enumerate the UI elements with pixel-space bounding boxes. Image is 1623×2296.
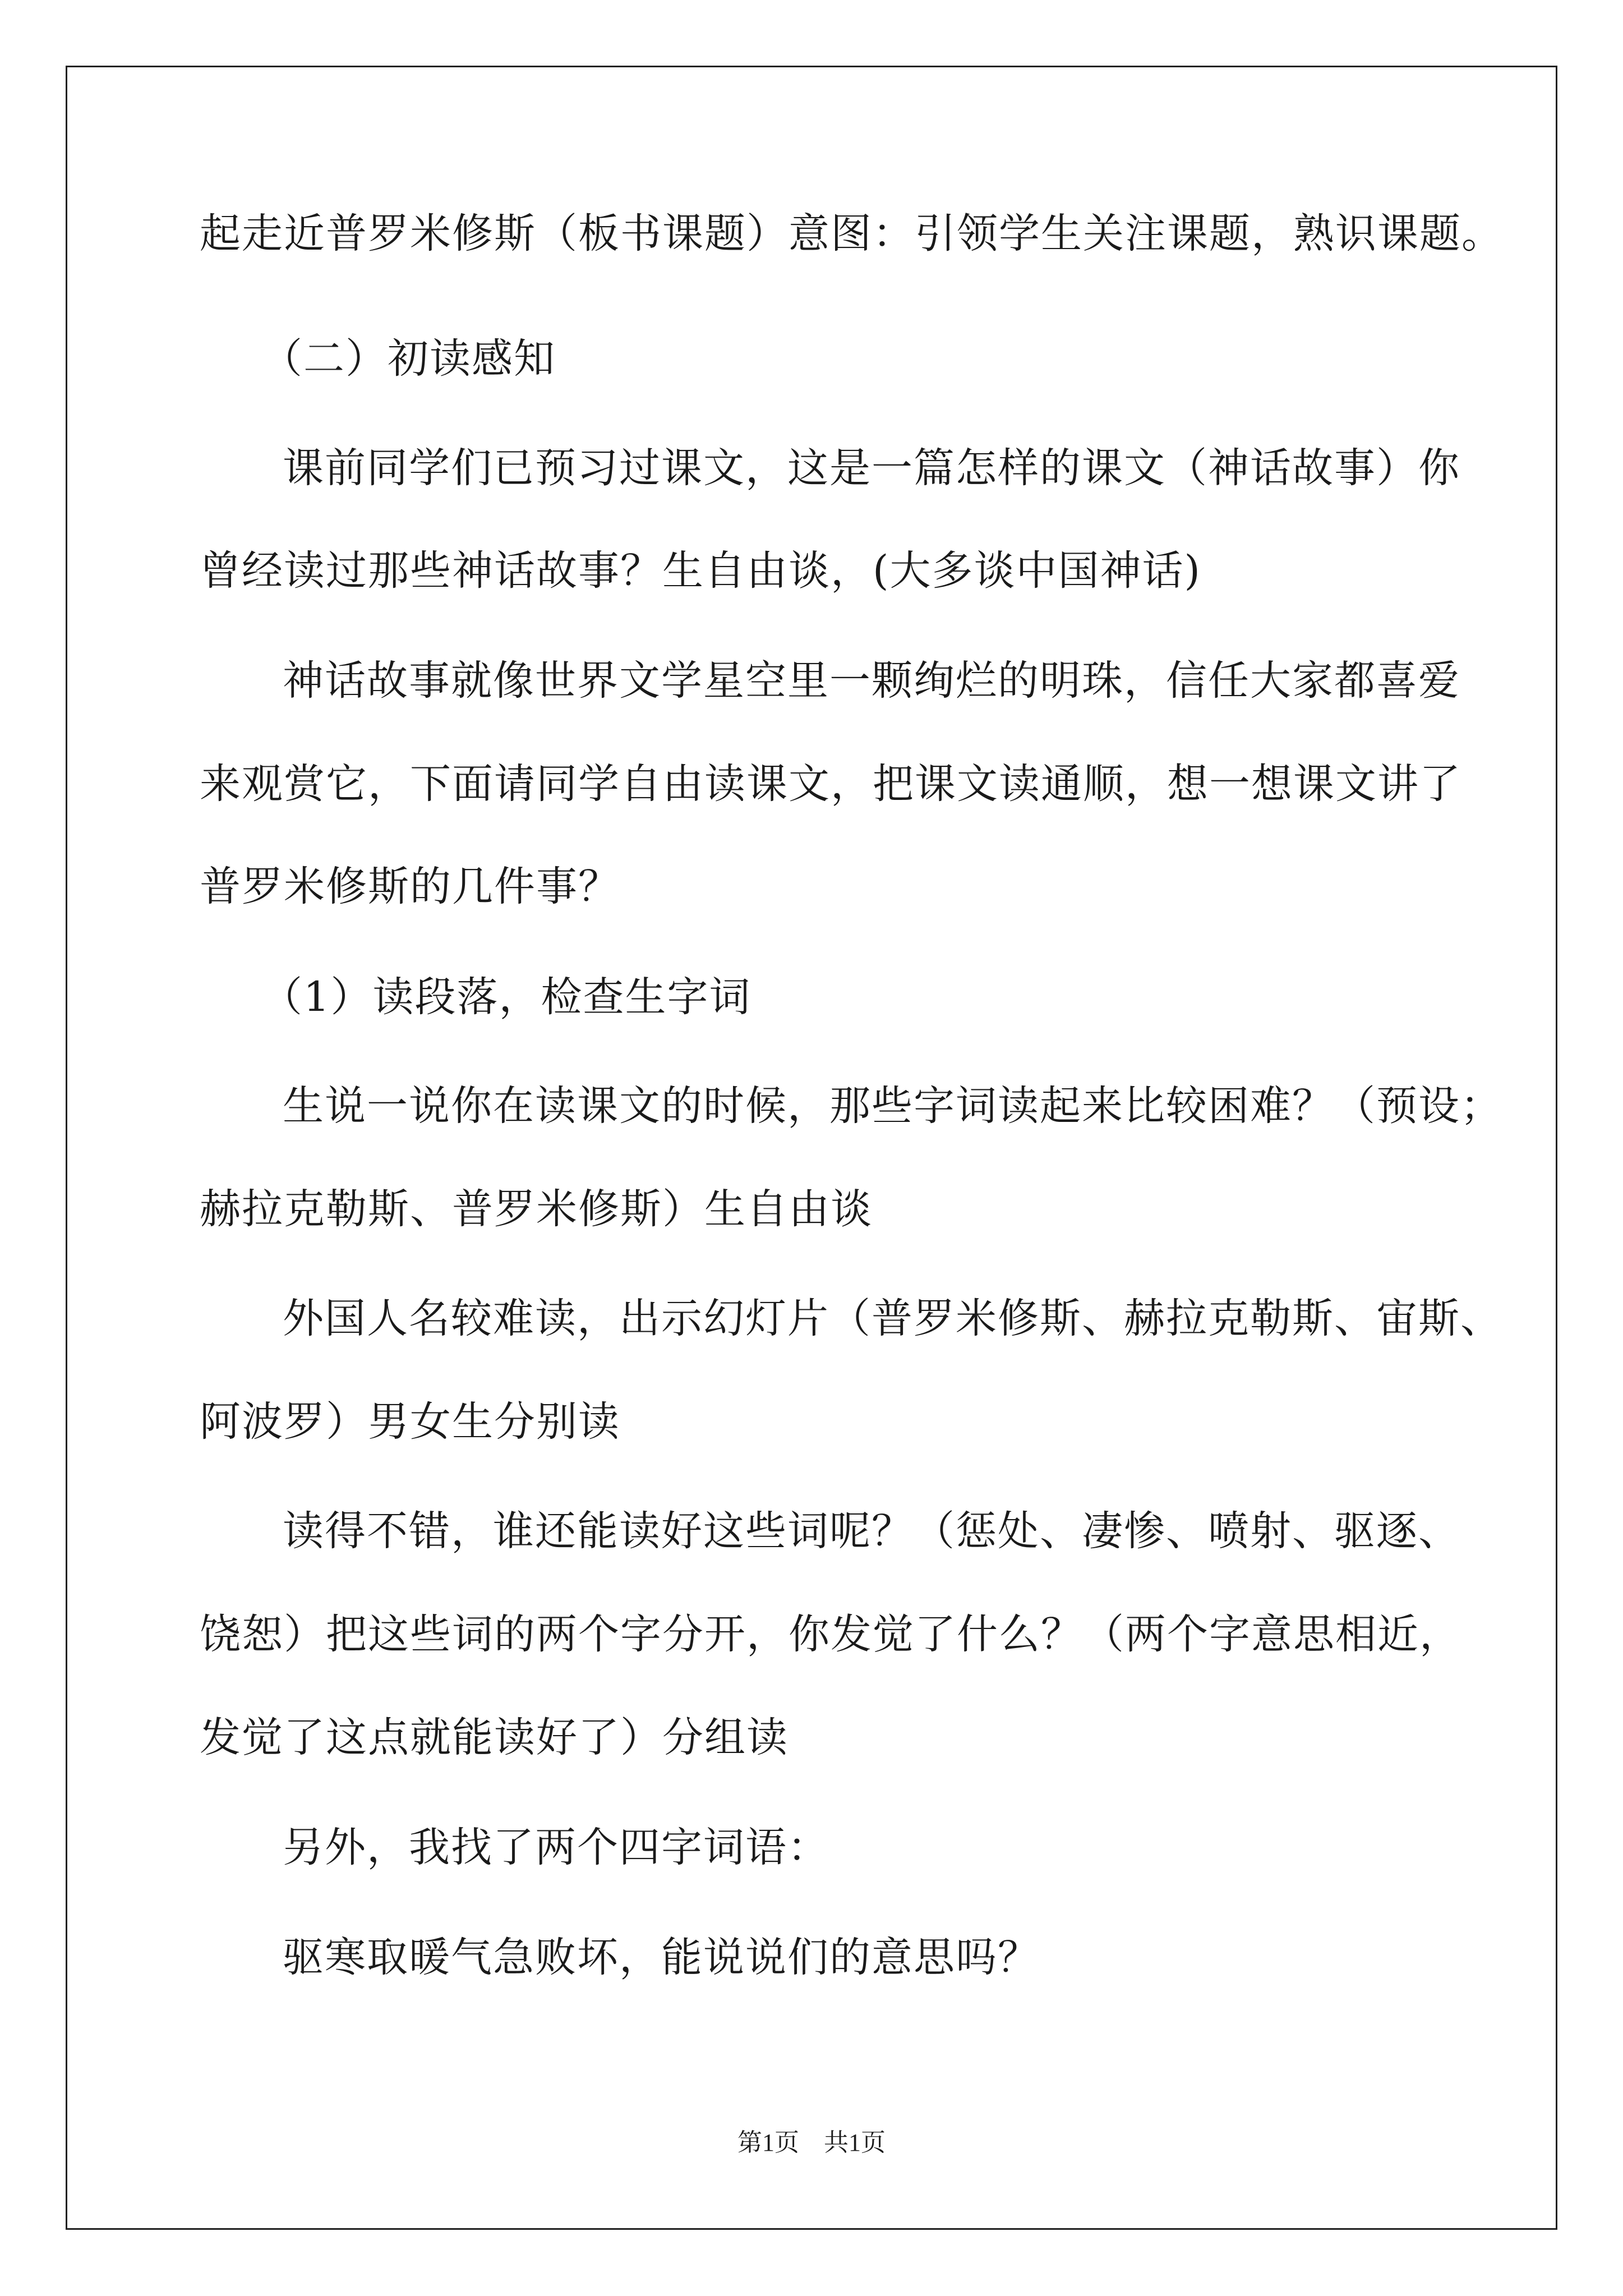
page-footer: 第1页 共1页	[737, 2129, 886, 2156]
text-line: 课前同学们已预习过课文，这是一篇怎样的课文（神话故事）你	[283, 444, 1460, 492]
text-line: 发觉了这点就能读好了）分组读	[200, 1714, 789, 1761]
section-heading: （二）初读感知	[261, 335, 556, 383]
text-line: 生说一说你在读课文的时候，那些字词读起来比较困难？（预设；	[283, 1082, 1502, 1130]
page-border	[66, 66, 1557, 2230]
text-line: 饶恕）把这些词的两个字分开，你发觉了什么？（两个字意思相近，	[200, 1611, 1461, 1658]
subsection-heading: （1）读段落，检查生字词	[261, 973, 751, 1021]
text-line: 曾经读过那些神话故事？生自由谈，(大多谈中国神话)	[200, 547, 1201, 595]
text-line: 阿波罗）男女生分别读	[200, 1398, 620, 1446]
text-line: 来观赏它，下面请同学自由读课文，把课文读通顺，想一想课文讲了	[200, 760, 1461, 808]
text-line: 神话故事就像世界文学星空里一颗绚烂的明珠，信任大家都喜爱	[283, 657, 1460, 705]
text-line: 普罗米修斯的几件事？	[200, 863, 620, 910]
text-line: 外国人名较难读，出示幻灯片（普罗米修斯、赫拉克勒斯、宙斯、	[283, 1295, 1502, 1342]
text-line: 赫拉克勒斯、普罗米修斯）生自由谈	[200, 1185, 873, 1233]
text-line: 另外，我找了两个四字词语：	[283, 1824, 829, 1871]
text-line: 起走近普罗米修斯（板书课题）意图：引领学生关注课题，熟识课题。	[200, 210, 1504, 257]
text-line: 驱寒取暖气急败坏，能说说们的意思吗？	[283, 1934, 1040, 1981]
text-line: 读得不错，谁还能读好这些词呢？（惩处、凄惨、喷射、驱逐、	[283, 1507, 1460, 1555]
